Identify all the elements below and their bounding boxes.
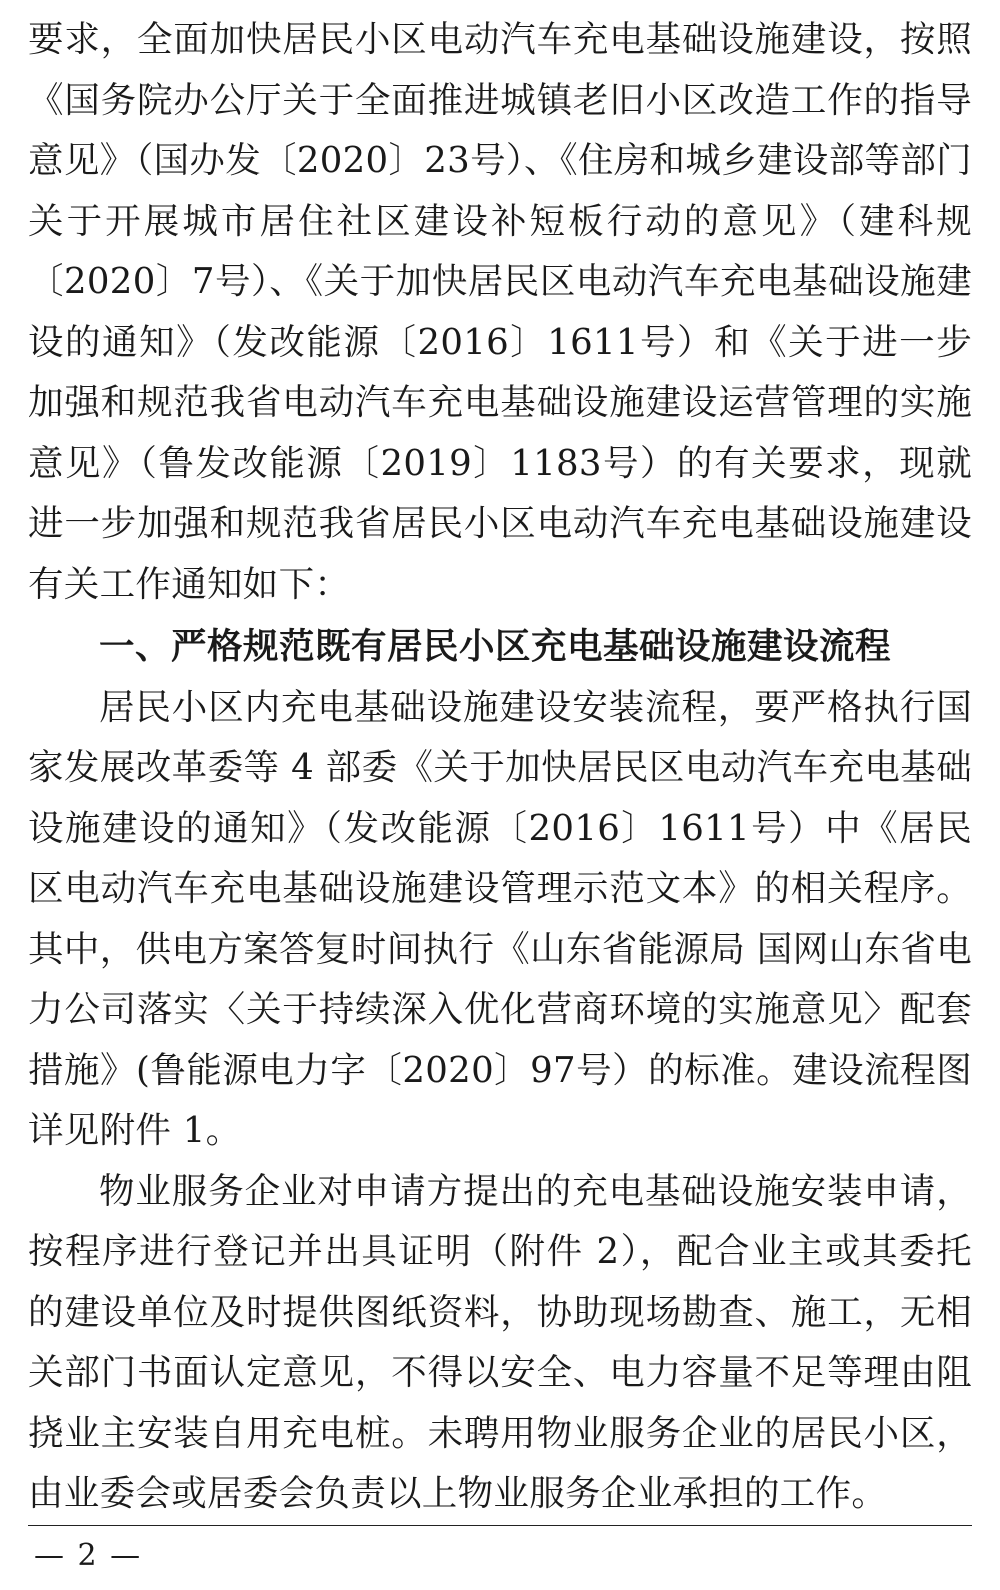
paragraph-continuation: 要求，全面加快居民小区电动汽车充电基础设施建设，按照《国务院办公厅关于全面推进城镇老旧小区改造工作的指导意见》（国办发〔2020〕23号）、《住房和城乡建设部等部门关于开展城市居住社区建设补短板行动的意见》（建科规〔2020〕7号）、《关于加快居民区电动汽车充电基础设施建设的通知》（发改能源〔2016〕1611号）和《关于进一步加强和规范我省电动汽车充电基础设施建设运营管理的实施意见》（鲁发改能源〔2019〕1183号）的有关要求，现就进一步加强和规范我省居民小区电动汽车充电基础设施建设有关工作通知如下： xyxy=(28,19,972,605)
page-footer xyxy=(28,1525,972,1590)
section-heading-one: 一、严格规范既有居民小区充电基础设施建设流程 xyxy=(99,626,892,667)
document-body xyxy=(28,10,972,1525)
page-number: — 2 — xyxy=(34,1537,143,1573)
paragraph-process: 居民小区内充电基础设施建设安装流程，要严格执行国家发展改革委等 4 部委《关于加快居民区电动汽车充电基础设施建设的通知》（发改能源〔2016〕1611号）中《居民区电动汽车充电基础设施建设管理示范文本》的相关程序。其中，供电方案答复时间执行《山东省能源局 国网山东省电力公司落实〈关于持续深入优化营商环境的实施意见〉配套措施》(鲁能源电力字〔2020〕97号）的标准。建设流程图详见附件 1。 xyxy=(28,686,972,1151)
paragraph-property-service: 物业服务企业对申请方提出的充电基础设施安装申请，按程序进行登记并出具证明（附件 2），配合业主或其委托的建设单位及时提供图纸资料，协助现场勘查、施工，无相关部门书面认定意见，不得以安全、电力容量不足等理由阻挠业主安装自用充电桩。未聘用物业服务企业的居民小区，由业委会或居委会负责以上物业服务企业承担的工作。 xyxy=(28,1170,972,1514)
